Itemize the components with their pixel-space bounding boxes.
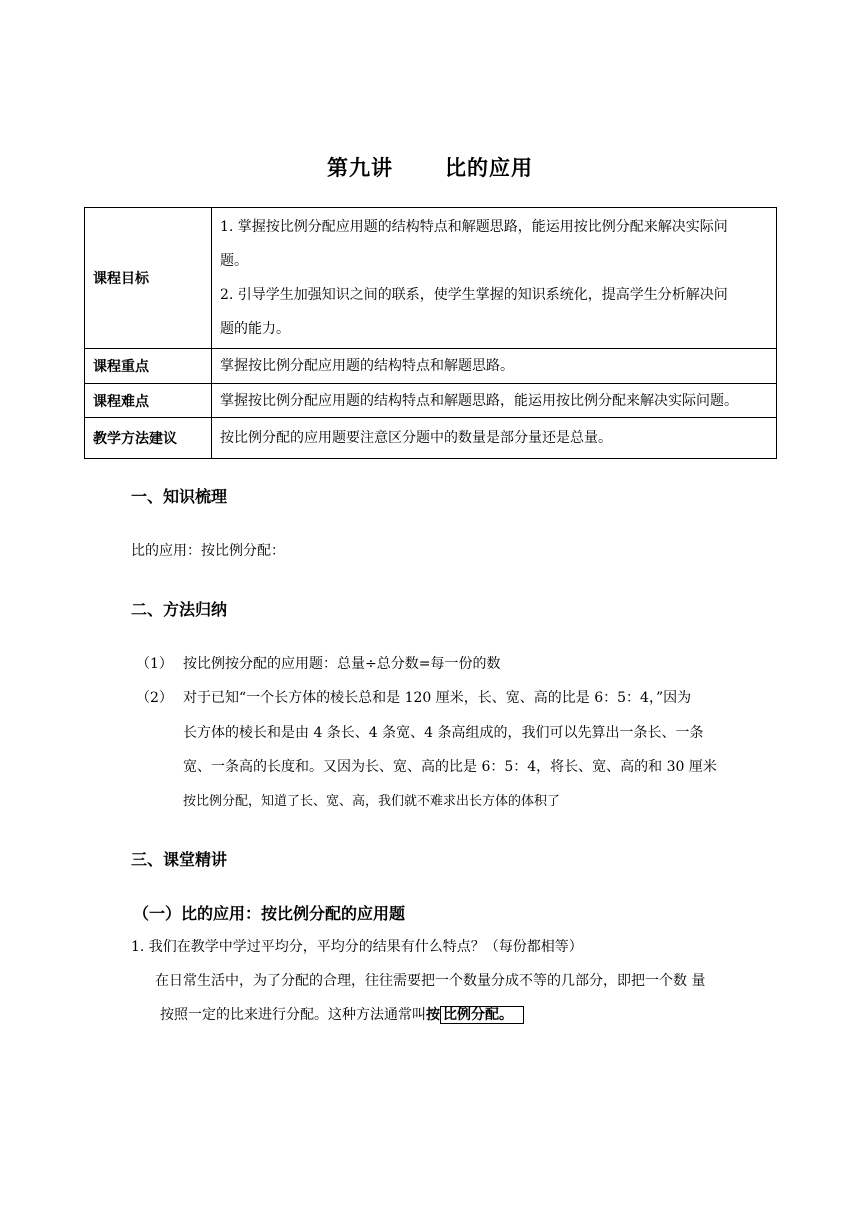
table-label: 课程重点 [85, 349, 212, 384]
table-row [85, 418, 777, 459]
section-heading-lecture: 三、课堂精讲 [131, 850, 228, 869]
subsection-heading: （一）比的应用：按比例分配的应用题 [133, 904, 406, 923]
title-topic: 比的应用 [445, 156, 533, 180]
page-title [0, 152, 860, 182]
table-row [85, 349, 777, 384]
table-label: 课程目标 [85, 208, 212, 349]
method-item-line: 对于已知“一个长方体的棱长总和是 120 厘米，长、宽、高的比是 6：5：4，”因为 [183, 690, 692, 706]
method-item-line: 按比例分配，知道了长、宽、高，我们就不难求出长方体的体积了 [183, 794, 561, 809]
list-number: （1） [136, 656, 173, 672]
knowledge-text: 比的应用：按比例分配： [131, 543, 285, 559]
method-item-line: 长方体的棱长和是由 4 条长、4 条宽、4 条高组成的，我们可以先算出一条长、一条 [183, 725, 704, 741]
goal-line: 2. 引导学生加强知识之间的联系，使学生掌握的知识系统化，提高学生分析解决问 [220, 287, 728, 303]
table-row [85, 384, 777, 418]
paragraph-line-2 [160, 1004, 524, 1024]
method-item-line: 宽、一条高的长度和。又因为长、宽、高的比是 6：5：4，将长、宽、高的和 30 厘米 [183, 759, 717, 775]
table-label: 课程难点 [85, 384, 212, 418]
table-content [212, 208, 777, 349]
goal-line: 题。 [220, 253, 248, 269]
title-lecture-number: 第九讲 [327, 156, 393, 180]
paragraph-text: 按照一定的比来进行分配。这种方法通常叫 [160, 1007, 426, 1023]
goal-line: 1. 掌握按比例分配应用题的结构特点和解题思路，能运用按比例分配来解决实际问 [220, 219, 728, 235]
list-number: （2） [136, 690, 173, 706]
boxed-term: 比例分配。 [440, 1006, 524, 1024]
table-content: 掌握按比例分配应用题的结构特点和解题思路。 [212, 349, 777, 384]
method-item-text: 按比例按分配的应用题：总量÷总分数=每一份的数 [183, 656, 501, 672]
bold-text: 按 [426, 1007, 440, 1023]
paragraph-line: 在日常生活中，为了分配的合理，往往需要把一个数量分成不等的几部分，即把一个数 量 [155, 973, 706, 989]
goal-line: 题的能力。 [220, 321, 290, 337]
question-text: 1. 我们在教学中学过平均分，平均分的结果有什么特点？（每份都相等） [131, 939, 583, 955]
table-row [85, 208, 777, 349]
section-heading-methods: 二、方法归纳 [131, 600, 228, 619]
section-heading-knowledge: 一、知识梳理 [131, 487, 228, 506]
table-content: 掌握按比例分配应用题的结构特点和解题思路，能运用按比例分配来解决实际问题。 [212, 384, 777, 418]
course-info-table [84, 207, 777, 459]
table-label: 教学方法建议 [85, 418, 212, 459]
table-content: 按比例分配的应用题要注意区分题中的数量是部分量还是总量。 [212, 418, 777, 459]
